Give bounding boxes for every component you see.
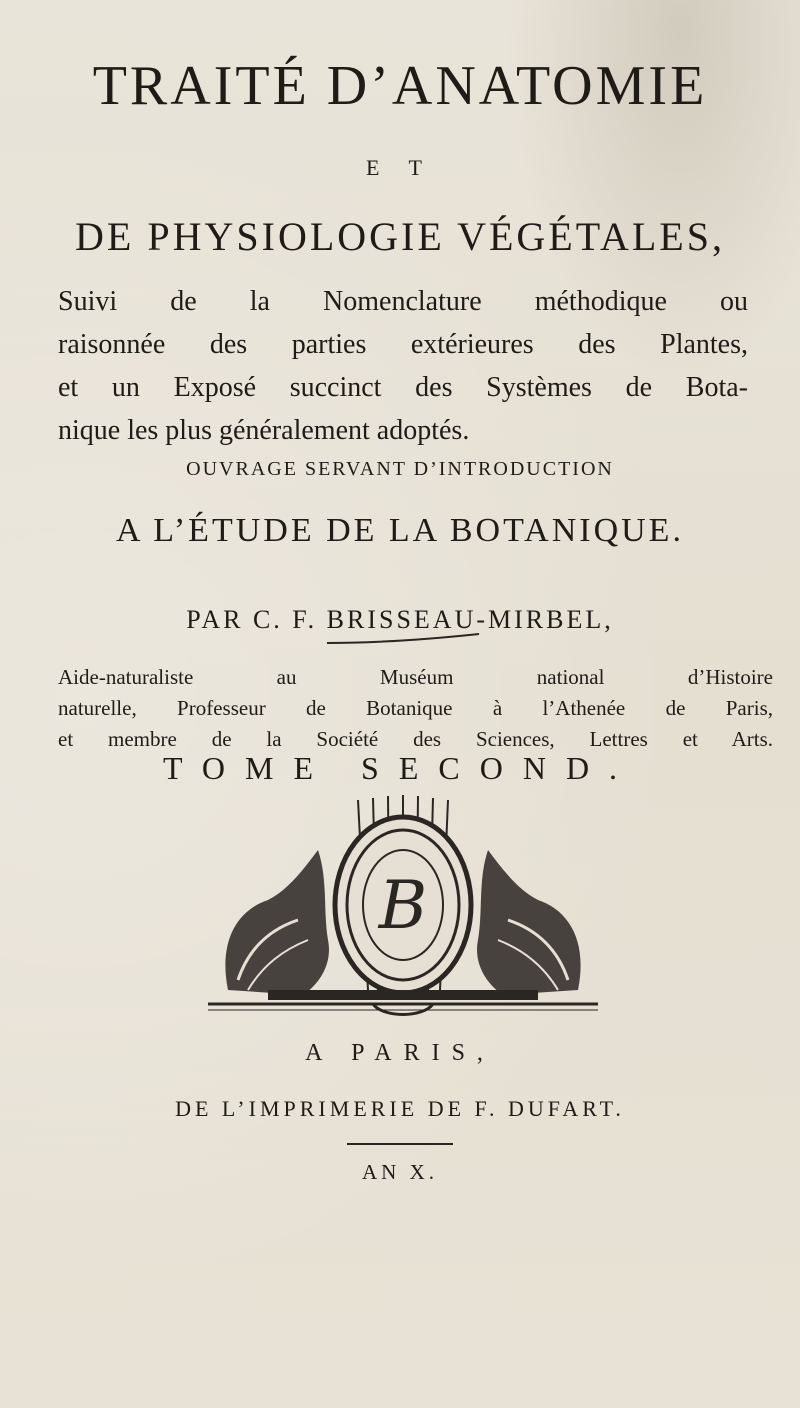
description-line: raisonnée des parties extérieures des Plantes, <box>58 329 748 360</box>
imprint-date: AN X. <box>362 1160 438 1184</box>
monogram: B <box>378 867 428 944</box>
work-purpose: OUVRAGE SERVANT D’INTRODUCTION <box>186 458 614 480</box>
book-subtitle: DE PHYSIOLOGIE VÉGÉTALES, <box>75 214 725 259</box>
author-line: PAR C. F. BRISSEAU-MIRBEL, <box>186 605 614 634</box>
printers-vignette <box>208 790 598 1020</box>
credentials-line: et membre de la Société des Sciences, Lettres et Arts. <box>58 727 773 751</box>
imprint-place: A PARIS, <box>305 1040 495 1066</box>
description-paragraph <box>58 280 748 452</box>
description-line: Suivi de la Nomenclature méthodique ou <box>58 286 748 317</box>
credentials-line: naturelle, Professeur de Botanique à l’Athenée de Paris, <box>58 696 773 720</box>
swash-ornament <box>323 632 483 646</box>
credentials-line: Aide-naturaliste au Muséum national d’Histoire <box>58 665 773 689</box>
imprint-printer: DE L’IMPRIMERIE DE F. DUFART. <box>175 1096 625 1121</box>
divider-rule <box>347 1143 453 1145</box>
description-line: et un Exposé succinct des Systèmes de Bota- <box>58 372 748 403</box>
author-credentials <box>58 662 773 755</box>
description-line: nique les plus généralement adoptés. <box>58 415 470 446</box>
volume-label: TOME SECOND. <box>162 750 638 786</box>
work-subject: A L’ÉTUDE DE LA BOTANIQUE. <box>116 512 684 549</box>
title-conjunction: E T <box>366 155 434 180</box>
book-title: TRAITÉ D’ANATOMIE <box>92 55 708 117</box>
